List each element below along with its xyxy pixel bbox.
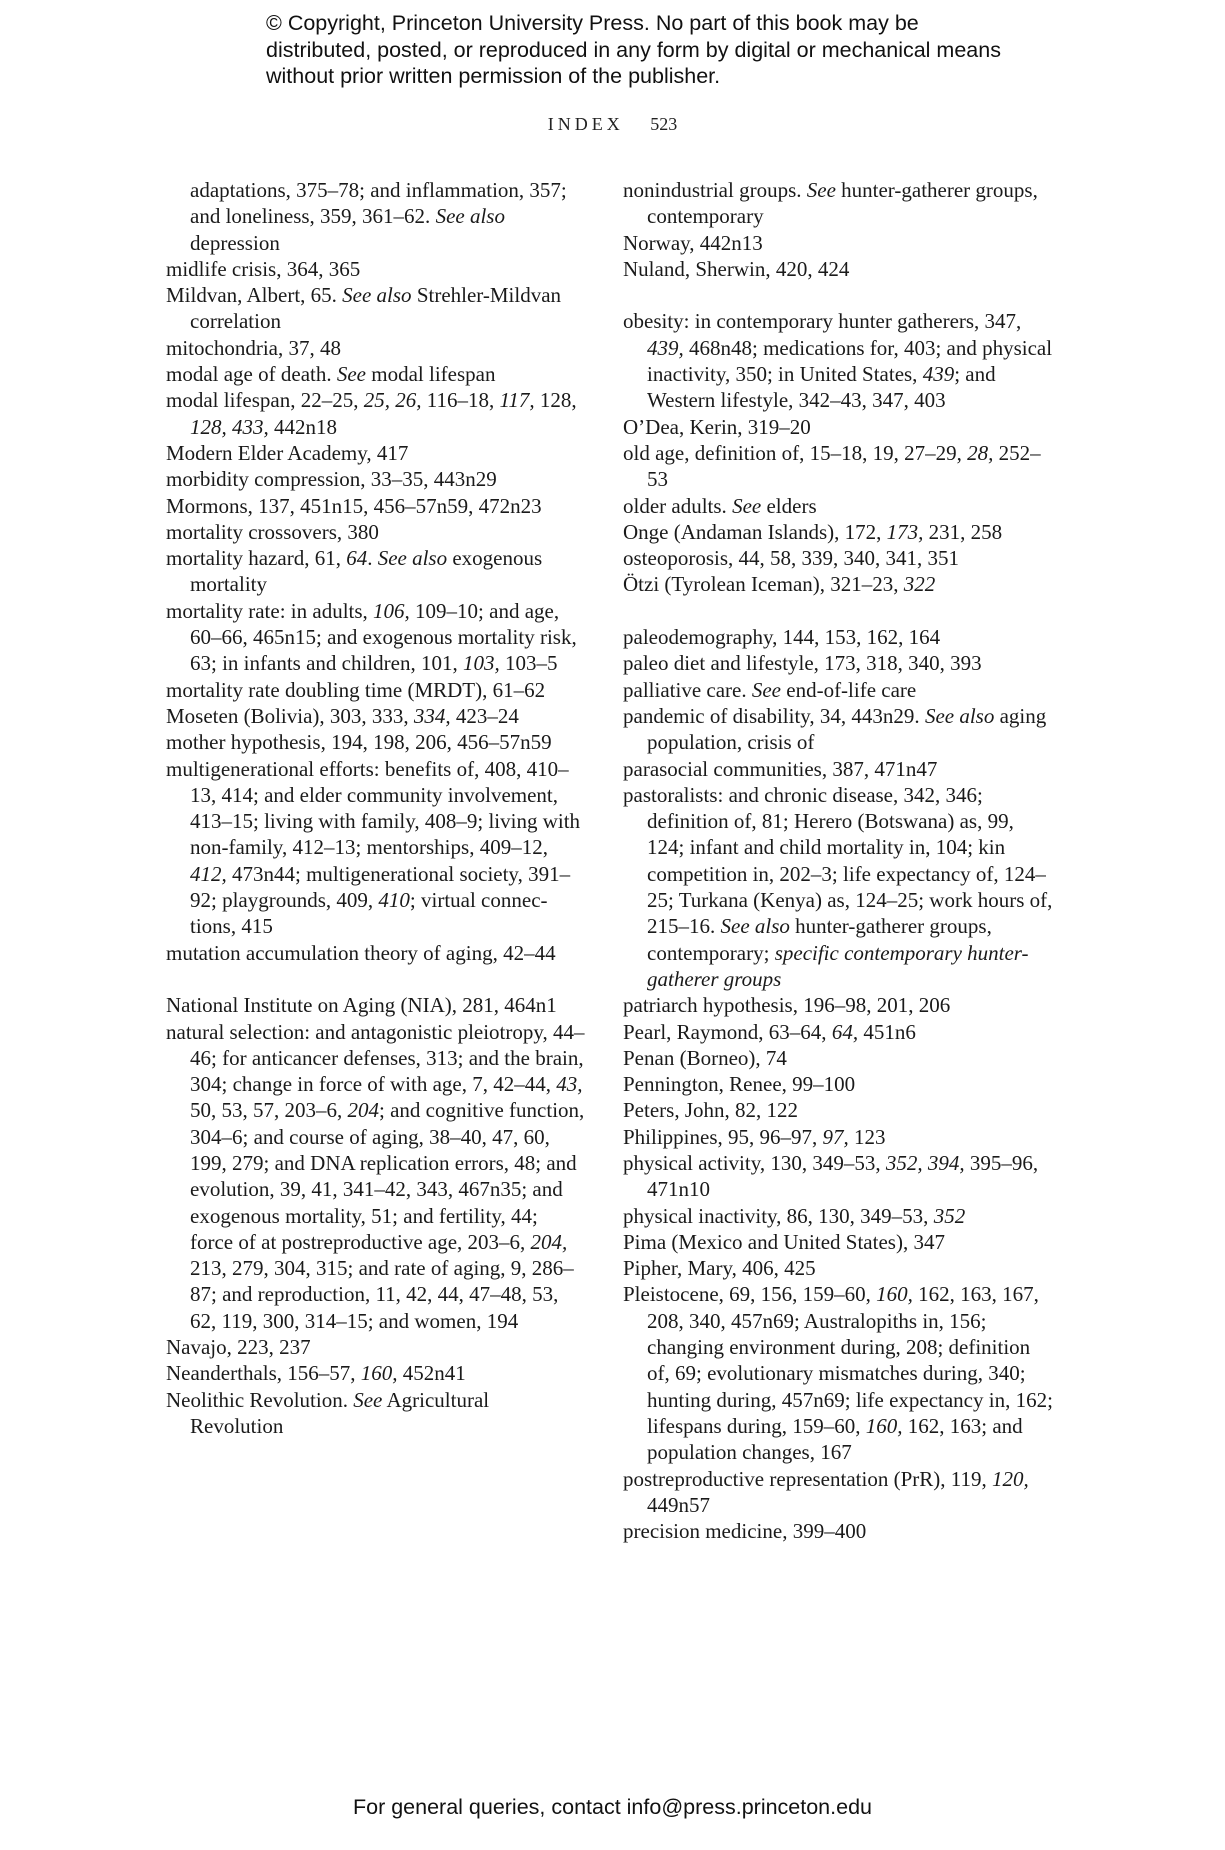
- index-entry-text: Peters, John, 82, 122: [623, 1098, 798, 1123]
- index-entry-text: postreproductive representation (PrR), 119,: [623, 1466, 992, 1491]
- index-entry-italic: See also: [435, 204, 505, 229]
- index-entry: [166, 545, 586, 598]
- index-entry: [623, 256, 1053, 282]
- index-entry-italic: 334,: [413, 703, 451, 728]
- index-entry-italic: 106,: [373, 598, 410, 623]
- index-entry: [166, 519, 586, 545]
- index-entry-text: Pleistocene, 69, 156, 159–60,: [623, 1282, 877, 1307]
- index-entry-text: elders: [761, 493, 817, 518]
- index-entry-italic: See: [732, 493, 762, 518]
- index-entry-italic: See: [806, 178, 836, 202]
- index-entry: [623, 545, 1053, 571]
- index-entry: [623, 1071, 1053, 1097]
- index-entry-italic: 204,: [530, 1229, 568, 1254]
- index-entry-text: physical inactivity, 86, 130, 349–53,: [623, 1203, 934, 1228]
- index-entry: [166, 729, 586, 755]
- index-entry: [623, 493, 1053, 519]
- index-entry-text: 473n44; multigenerational society, 391–92; playgrounds, 409,: [190, 861, 571, 913]
- index-entry-italic: 204: [347, 1098, 379, 1123]
- index-entry-text: obesity: in contemporary hunter gatherers, 347,: [623, 309, 1022, 334]
- index-entry-italic: 160,: [865, 1413, 903, 1438]
- index-entry-text: older adults.: [623, 493, 733, 518]
- index-entry-text: Pipher, Mary, 406, 425: [623, 1256, 816, 1281]
- index-entry-text: multigenerational efforts: benefits of, 408, 410–13, 414; and elder community involvement, 413–15; living with family, 408–9; living with non-family, 412–13; mentorships, 409–12,: [166, 756, 581, 860]
- index-entry-text: paleodemography, 144, 153, 162, 164: [623, 625, 941, 650]
- index-entry-italic: See: [353, 1387, 383, 1412]
- contact-footer: For general queries, contact info@press.princeton.edu: [352, 1795, 872, 1819]
- index-entry-text: mutation accumulation theory of aging, 42–44: [166, 940, 556, 965]
- index-entry: [623, 440, 1053, 493]
- index-entry: [623, 230, 1053, 256]
- index-entry-text: ; virtual connections, 415: [190, 888, 548, 939]
- index-entry-text: 231, 258: [923, 519, 1003, 544]
- index-entry: [623, 677, 1053, 703]
- index-entry-text: exogenous mortality: [190, 546, 543, 597]
- index-entry-text: Neolithic Revolution.: [166, 1387, 354, 1412]
- index-entry-italic: See also: [720, 914, 790, 939]
- letter-group-gap: [623, 598, 1053, 624]
- index-entry-italic: 97,: [822, 1124, 849, 1149]
- index-entry-text: Nuland, Sherwin, 420, 424: [623, 256, 850, 281]
- index-entry-text: Navajo, 223, 237: [166, 1335, 311, 1360]
- index-entry-text: 109–10; and age, 60–66, 465n15; and exogenous mortality risk, 63; in infants and children, 101,: [190, 598, 577, 676]
- index-entry-italic: 412,: [190, 861, 227, 886]
- index-entry: [166, 493, 586, 519]
- index-entry-italic: 120,: [991, 1466, 1029, 1491]
- index-entry: [623, 1045, 1053, 1071]
- index-entry-italic: 439,: [647, 335, 684, 360]
- index-entry-text: 442n18: [268, 414, 337, 439]
- letter-group-gap: [623, 282, 1053, 308]
- index-entry: [623, 1124, 1053, 1150]
- index-entry: [623, 1203, 1053, 1229]
- index-entry: [623, 1518, 1053, 1544]
- index-entry-text: 128,: [534, 388, 577, 413]
- index-entry-italic: 410: [378, 888, 410, 913]
- index-entry: [166, 1334, 586, 1360]
- index-entry: [166, 1360, 586, 1386]
- running-head-section: INDEX: [547, 114, 624, 134]
- index-entry-text: Neanderthals, 156–57,: [166, 1361, 361, 1386]
- index-entry-italic: See: [336, 362, 367, 387]
- index-entry-text: Pima (Mexico and United States), 347: [623, 1229, 945, 1254]
- index-entry-text: Agricultural Revolution: [190, 1387, 490, 1438]
- index-entry-text: physical activity, 130, 349–53,: [623, 1150, 886, 1175]
- index-entry: [623, 624, 1053, 650]
- running-head: [0, 114, 1225, 135]
- index-entry: [166, 677, 586, 703]
- index-entry-text: 395–96, 471n10: [647, 1150, 1039, 1202]
- index-entry-text: mortality hazard, 61,: [166, 546, 347, 571]
- index-entry-text: mortality rate: in adults,: [166, 598, 374, 623]
- index-entry-text: palliative care.: [623, 677, 752, 702]
- index-entry-text: 116–18,: [421, 388, 500, 413]
- index-entry-text: 123: [848, 1124, 886, 1149]
- index-entry-italic: 117,: [499, 388, 535, 413]
- index-entry: [166, 1019, 586, 1335]
- index-entry-text: nonindustrial groups.: [623, 178, 807, 202]
- index-entry: [166, 177, 586, 256]
- index-entry-text: precision medicine, 399–400: [623, 1519, 867, 1544]
- index-entry: [166, 940, 586, 966]
- index-entry: [623, 177, 1053, 230]
- index-entry: [623, 1019, 1053, 1045]
- index-entry-text: 452n41: [397, 1361, 466, 1386]
- index-entry-italic: 160,: [360, 1361, 398, 1386]
- index-entry-text: paleo diet and lifestyle, 173, 318, 340, 393: [623, 651, 982, 676]
- index-entry: [166, 440, 586, 466]
- index-entry-italic: See also: [924, 703, 995, 728]
- index-entry-text: 50, 53, 57, 203–6,: [190, 1098, 348, 1123]
- index-entry-italic: 173,: [886, 519, 924, 544]
- index-entry: [623, 1255, 1053, 1281]
- index-entry-text: O’Dea, Kerin, 319–20: [623, 414, 811, 439]
- index-entry-text: 162, 163; and population changes, 167: [647, 1413, 1023, 1465]
- index-entry-text: hunter-gatherer groups, contemporary: [647, 178, 1038, 229]
- index-entry: [166, 992, 586, 1018]
- index-entry-italic: 352: [933, 1203, 966, 1228]
- index-entry: [623, 703, 1053, 756]
- index-entry-italic: 64: [346, 546, 368, 571]
- index-entry-italic: 322: [903, 572, 936, 597]
- index-entry-text: modal age of death.: [166, 362, 337, 387]
- index-entry-text: adaptations, 375–78; and inflammation, 357; and loneliness, 359, 361–62.: [190, 178, 567, 229]
- index-entry: [166, 335, 586, 361]
- index-column-right: [623, 177, 1053, 1544]
- index-entry-text: pastoralists: and chronic disease, 342, 346; definition of, 81; Herero (Botswana) as, 99, 124; infant and child mortality in, 104; kin competition in, 202–3; life expectancy of, 124–25; Turkana (Kenya) as, 124–25; work hours of, 215–16.: [623, 782, 1053, 939]
- copyright-notice: © Copyright, Princeton University Press. No part of this book may be distributed, posted, or reproduced in any form by digital or mechanical means without prior written permission of the publisher.: [266, 11, 1001, 88]
- index-entry-text: ; and cognitive function, 304–6; and course of aging, 38–40, 47, 60, 199, 279; and DNA replication errors, 48; and evolution, 39, 41, 341–42, 343, 467n35; and exogenous mortality, 51; and fertility, 44; force of at postreproductive age, 203–6,: [190, 1098, 585, 1254]
- index-entry: [623, 308, 1053, 413]
- index-entry: [623, 650, 1053, 676]
- index-entry: [623, 782, 1053, 992]
- index-entry-text: Moseten (Bolivia), 303, 333,: [166, 703, 414, 728]
- index-entry-italic: 439: [922, 362, 955, 387]
- index-entry-italic: 160,: [876, 1282, 913, 1307]
- index-entry: [166, 703, 586, 729]
- index-entry-text: morbidity compression, 33–35, 443n29: [166, 467, 497, 492]
- index-entry: [166, 361, 586, 387]
- index-entry-italic: 352, 394,: [885, 1150, 965, 1175]
- index-entry-text: Penan (Borneo), 74: [623, 1045, 787, 1070]
- index-entry: [623, 1281, 1053, 1465]
- index-entry-text: Mildvan, Albert, 65.: [166, 283, 343, 308]
- index-entry-text: modal lifespan, 22–25,: [166, 388, 364, 413]
- index-entry-text: depression: [190, 230, 280, 255]
- index-entry-text: Norway, 442n13: [623, 230, 763, 255]
- index-entry: [623, 1466, 1053, 1519]
- index-entry-text: Onge (Andaman Islands), 172,: [623, 519, 887, 544]
- index-entry-text: hunter-gatherer groups, contemporary;: [647, 914, 992, 965]
- index-entry-text: ; and Western lifestyle, 342–43, 347, 403: [647, 362, 996, 413]
- index-entry-text: .: [367, 546, 378, 571]
- index-entry: [166, 282, 586, 335]
- index-entry: [623, 1229, 1053, 1255]
- index-entry-italic: specific contemporary hunter-gatherer groups: [647, 940, 1029, 991]
- index-entry: [623, 1150, 1053, 1203]
- index-entry-text: midlife crisis, 364, 365: [166, 256, 361, 281]
- index-entry-text: modal lifespan: [366, 362, 496, 387]
- index-entry-text: mitochondria, 37, 48: [166, 335, 341, 360]
- index-entry: [623, 571, 1053, 597]
- index-entry-text: 423–24: [450, 703, 519, 728]
- index-entry-text: 252–53: [647, 440, 1041, 492]
- index-entry-text: 162, 163, 167, 208, 340, 457n69; Australopiths in, 156; changing environment during, 208; definition of, 69; evolutionary mismatches during, 340; hunting during, 457n69; life expectancy in, 162; lifespans during, 159–60,: [647, 1282, 1053, 1438]
- index-entry-text: Modern Elder Academy, 417: [166, 440, 409, 465]
- index-entry-text: Pearl, Raymond, 63–64,: [623, 1019, 832, 1044]
- page-number: 523: [650, 114, 678, 134]
- index-entry-text: pandemic of disability, 34, 443n29.: [623, 703, 925, 728]
- index-entry-text: Mormons, 137, 451n15, 456–57n59, 472n23: [166, 493, 542, 518]
- index-entry-text: mortality crossovers, 380: [166, 519, 379, 544]
- index-entry: [623, 414, 1053, 440]
- index-entry-text: mortality rate doubling time (MRDT), 61–62: [166, 677, 546, 702]
- index-entry-italic: 25, 26,: [363, 388, 422, 413]
- index-entry-italic: 64,: [831, 1019, 859, 1044]
- index-entry-italic: See: [751, 677, 781, 702]
- index-entry-text: parasocial communities, 387, 471n47: [623, 756, 938, 781]
- index-entry-text: 449n57: [647, 1492, 710, 1517]
- index-entry-italic: See also: [377, 546, 448, 571]
- index-entry-italic: 28,: [967, 440, 994, 465]
- index-entry-text: patriarch hypothesis, 196–98, 201, 206: [623, 993, 951, 1018]
- index-entry: [166, 466, 586, 492]
- index-entry-text: osteoporosis, 44, 58, 339, 340, 341, 351: [623, 546, 959, 571]
- index-entry: [166, 1387, 586, 1440]
- index-entry-italic: 43,: [556, 1072, 583, 1097]
- index-entry: [166, 256, 586, 282]
- index-entry: [166, 598, 586, 677]
- index-entry-text: 468n48; medications for, 403; and physical inactivity, 350; in United States,: [647, 335, 1053, 387]
- index-entry-text: natural selection: and antagonistic pleiotropy, 44–46; for anticancer defenses, 313; and the brain, 304; change in force of with age, 7, 42–44,: [166, 1019, 585, 1097]
- index-entry-italic: 103,: [462, 651, 500, 676]
- index-entry-text: 451n6: [858, 1019, 916, 1044]
- index-entry-text: National Institute on Aging (NIA), 281, 464n1: [166, 993, 557, 1018]
- index-entry-text: Philippines, 95, 96–97,: [623, 1124, 823, 1149]
- letter-group-gap: [166, 966, 586, 992]
- index-entry-text: Strehler-Mildvan correlation: [190, 283, 562, 334]
- index-entry-text: Ötzi (Tyrolean Iceman), 321–23,: [623, 572, 904, 597]
- index-column-left: [166, 177, 586, 1439]
- index-entry-italic: See also: [342, 283, 412, 308]
- index-entry-text: end-of-life care: [781, 677, 917, 702]
- index-entry-text: mother hypothesis, 194, 198, 206, 456–57n59: [166, 730, 552, 755]
- index-entry-italic: 128, 433,: [190, 414, 269, 439]
- index-entry: [623, 1097, 1053, 1123]
- index-entry-text: old age, definition of, 15–18, 19, 27–29,: [623, 440, 968, 465]
- index-entry: [166, 387, 586, 440]
- index-entry-text: 103–5: [499, 651, 558, 676]
- index-entry: [623, 756, 1053, 782]
- index-entry: [623, 992, 1053, 1018]
- index-entry-text: Pennington, Renee, 99–100: [623, 1072, 856, 1097]
- index-entry-text: 213, 279, 304, 315; and rate of aging, 9, 286–87; and reproduction, 11, 42, 44, 47–48, 53, 62, 119, 300, 314–15; and women, 194: [190, 1256, 574, 1333]
- index-entry: [623, 519, 1053, 545]
- index-entry-text: aging population, crisis of: [647, 703, 1047, 755]
- index-entry: [166, 756, 586, 940]
